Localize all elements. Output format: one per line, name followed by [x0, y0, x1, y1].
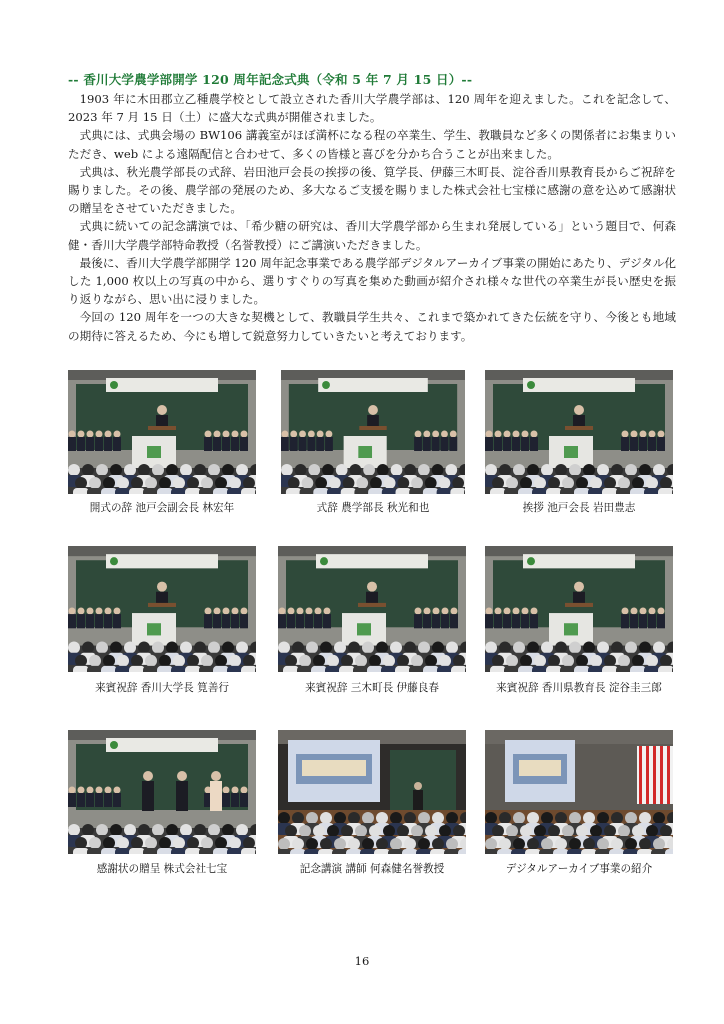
photo-caption: 来賓祝辞 三木町長 伊藤良春: [305, 682, 439, 694]
page-number: 16: [354, 954, 370, 968]
ceremony-photo: [68, 730, 256, 854]
ceremony-photo: [281, 370, 465, 494]
ceremony-photo: [485, 546, 673, 672]
article-body: [68, 90, 676, 345]
ceremony-photo: [68, 370, 256, 494]
ceremony-photo: [278, 730, 466, 854]
paragraph: 式典は、秋光農学部長の式辞、岩田池戸会長の挨拶の後、筧学長、伊藤三木町長、淀谷香川県教育長からご祝辞を賜りました。その後、農学部の発展のため、多大なるご支援を賜りました株式会社七宝様に感謝の意を込めて感謝状の贈呈をさせていただきました。: [68, 164, 676, 216]
photo-caption: 式辞 農学部長 秋光和也: [316, 502, 430, 514]
article-heading: -- 香川大学農学部開学 120 周年記念式典（令和 5 年 7 月 15 日）--: [68, 72, 473, 87]
ceremony-photo: [68, 546, 256, 672]
photo-caption: 開式の辞 池戸会副会長 林宏年: [89, 502, 235, 514]
paragraph: 式典には、式典会場の BW106 講義室がほぼ満杯になる程の卒業生、学生、教職員など多くの関係者にお集まりいただき、web による遠隔配信と合わせて、多くの皆様と喜びを分かち合うことが出来ました。: [68, 128, 676, 161]
photo-caption: 挨拶 池戸会長 岩田豊志: [522, 502, 636, 514]
paragraph: 今回の 120 周年を一つの大きな契機として、教職員学生共々、これまで築かれてきた伝統を守り、今後とも地域の期待に答えるため、今にも増して鋭意努力していきたいと考えております。: [68, 310, 676, 343]
ceremony-photo: [485, 370, 673, 494]
ceremony-photo: [485, 730, 673, 854]
photo-caption: 来賓祝辞 香川大学長 筧善行: [95, 682, 229, 694]
paragraph: 最後に、香川大学農学部開学 120 周年記念事業である農学部デジタルアーカイブ事業の開始にあたり、デジタル化した 1,000 枚以上の写真の中から、選りすぐりの写真を集めた動画が紹介され様々な世代の卒業生が長い歴史を振り返りながら、思い出に浸りました。: [68, 255, 676, 307]
ceremony-photo: [278, 546, 466, 672]
photo-caption: 記念講演 講師 何森健名誉教授: [299, 863, 445, 875]
paragraph: 1903 年に木田郡立乙種農学校として設立された香川大学農学部は、120 周年を迎えました。これを記念して、2023 年 7 月 15 日（土）に盛大な式典が開催されました。: [68, 92, 676, 125]
photo-caption: 来賓祝辞 香川県教育長 淀谷圭三郎: [496, 682, 662, 694]
paragraph: 式典に続いての記念講演では、「希少糖の研究は、香川大学農学部から生まれ発展している」という題目で、何森 健・香川大学農学部特命教授（名誉教授）にご講演いただきました。: [68, 219, 676, 252]
photo-caption: デジタルアーカイブ事業の紹介: [505, 863, 653, 875]
photo-caption: 感謝状の贈呈 株式会社七宝: [96, 863, 228, 875]
